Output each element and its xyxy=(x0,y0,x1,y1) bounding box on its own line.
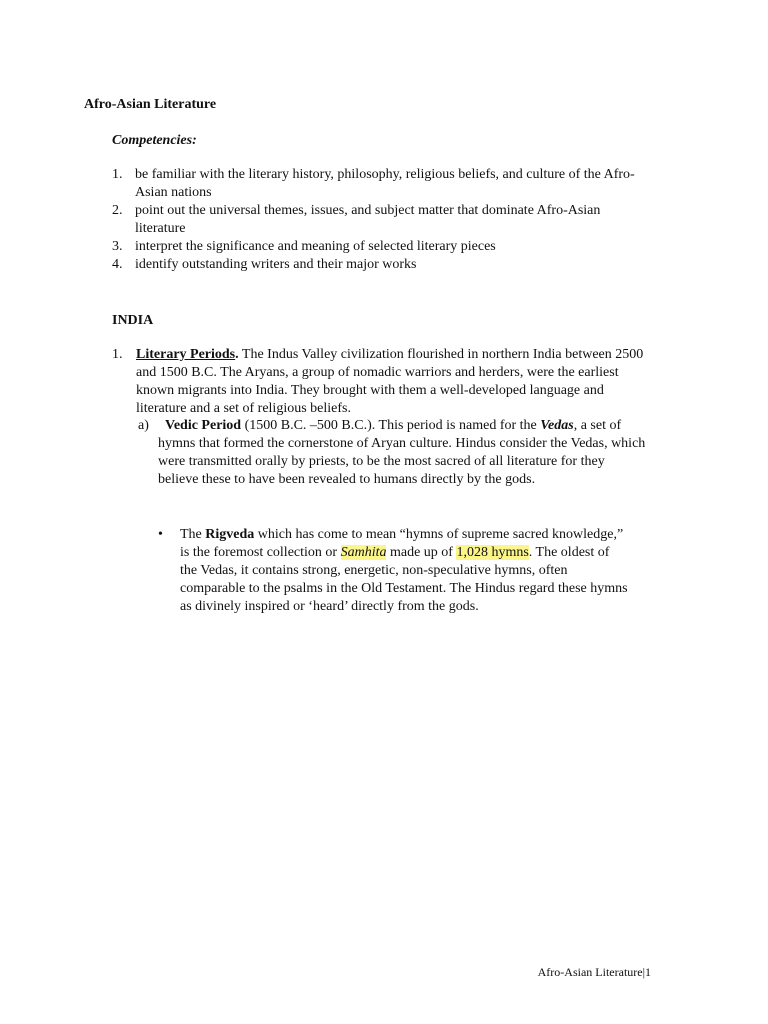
list-item-number: 1. xyxy=(112,347,123,362)
rigveda-text-2: made up of xyxy=(386,545,457,560)
rigveda-term: Rigveda xyxy=(205,527,255,542)
list-item-number: 1. xyxy=(112,167,123,182)
list-item-text: be familiar with the literary history, philosophy, religious beliefs, and culture of the Afro-Asian nations xyxy=(135,167,635,200)
vedic-period-term: Vedic Period xyxy=(165,418,242,433)
samhita-term: Samhita xyxy=(340,545,387,560)
rigveda-text-1: which has come to mean “hymns of supreme sacred knowledge,” is the foremost collection or xyxy=(180,527,624,560)
rigveda-intro: The xyxy=(180,527,206,542)
list-item xyxy=(112,166,652,202)
rigveda-text-3: . The oldest of the Vedas, it contains strong, energetic, non-speculative hymns, often comparable to the psalms in the Old Testament. The Hindus regard these hymns as divinely inspired or ‘heard’ directly from the gods. xyxy=(180,545,628,614)
vedic-period-item xyxy=(138,417,648,489)
rigveda-bullet-item xyxy=(158,526,628,616)
vedic-period-paragraph xyxy=(158,417,648,489)
vedas-term: Vedas xyxy=(540,418,574,433)
list-item-text: interpret the significance and meaning of selected literary pieces xyxy=(135,239,496,254)
document-title: Afro-Asian Literature xyxy=(84,97,217,112)
literary-periods-term: Literary Periods xyxy=(136,347,236,362)
hymn-count-highlight: 1,028 hymns xyxy=(456,545,529,560)
list-item-text: identify outstanding writers and their major works xyxy=(135,257,417,272)
list-item-number: 3. xyxy=(112,239,123,254)
page-footer: Afro-Asian Literature|1 xyxy=(537,965,651,979)
list-item-number: 2. xyxy=(112,203,123,218)
list-item-text: point out the universal themes, issues, and subject matter that dominate Afro-Asian literature xyxy=(135,203,601,236)
term-period-mark: . xyxy=(235,347,239,362)
competencies-heading: Competencies: xyxy=(112,133,197,148)
bullet-icon: • xyxy=(158,527,163,542)
vedic-period-body: , a set of hymns that formed the cornerstone of Aryan culture. Hindus consider the Vedas, which were transmitted orally by priests, to be the most sacred of all literature for they believe these to have been revealed to humans directly by the gods. xyxy=(158,418,646,487)
vedic-period-dates: (1500 B.C. –500 B.C.). This period is named for the xyxy=(241,418,541,433)
sub-item-marker: a) xyxy=(138,418,149,433)
list-item xyxy=(112,202,652,238)
rigveda-paragraph xyxy=(180,526,628,616)
literary-periods-item xyxy=(112,346,657,418)
list-item xyxy=(112,238,652,256)
literary-periods-body: The Indus Valley civilization flourished in northern India between 2500 and 1500 B.C. The Aryans, a group of nomadic warriors and herders, were the earliest known migrants into India. They brought with them a well-developed language and literature and a set of religious beliefs. xyxy=(136,347,644,416)
list-item xyxy=(112,256,652,274)
literary-periods-paragraph xyxy=(136,346,657,418)
competencies-list xyxy=(112,166,652,274)
list-item-number: 4. xyxy=(112,257,123,272)
section-heading-india: INDIA xyxy=(112,313,154,328)
